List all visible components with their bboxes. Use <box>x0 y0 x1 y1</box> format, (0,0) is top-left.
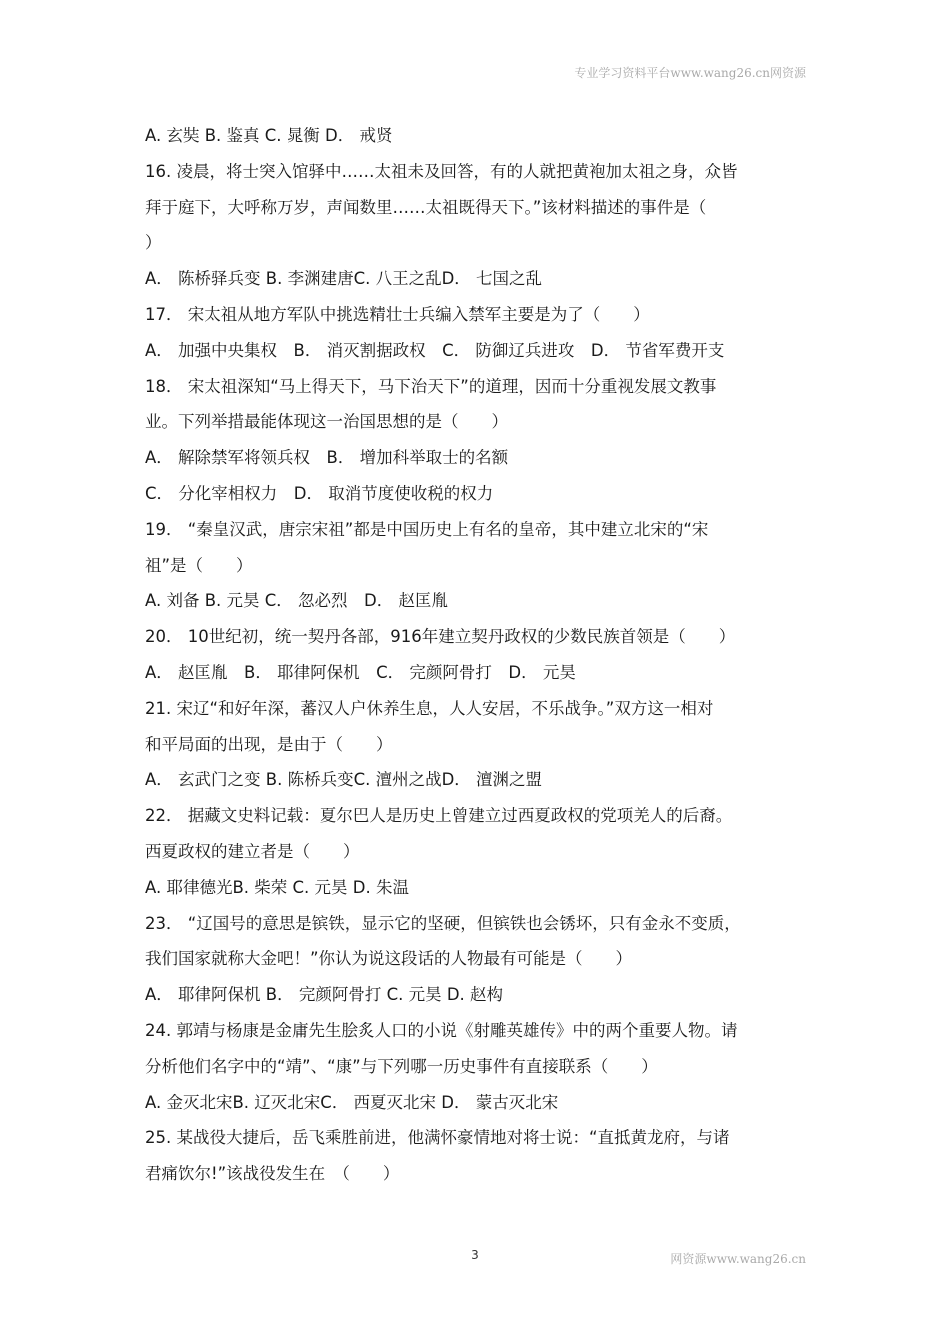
text-line: A. 玄奘 B. 鉴真 C. 晁衡 D． 戒贤 <box>145 126 393 145</box>
text-line: 25. 某战役大捷后，岳飞乘胜前进，他满怀豪情地对将士说：“直抵黄龙府，与诸 <box>145 1128 730 1148</box>
text-line: A． 玄武门之变 B. 陈桥兵变C. 澶州之战D． 澶渊之盟 <box>145 770 543 790</box>
text-line: A． 陈桥驿兵变 B. 李渊建唐C. 八王之乱D． 七国之乱 <box>145 269 543 289</box>
text-line: 分析他们名字中的“靖”、“康”与下列哪一历史事件有直接联系（ ） <box>145 1056 658 1076</box>
text-line: 20． 10世纪初，统一契丹各部，916年建立契丹政权的少数民族首领是（ ） <box>145 627 736 647</box>
text-line: A． 加强中央集权 B． 消灭割据政权 C． 防御辽兵进攻 D． 节省军费开支 <box>145 340 725 360</box>
text-line: 21. 宋辽“和好年深，蕃汉人户休养生息，人人安居，不乐战争。”双方这一相对 <box>145 698 714 718</box>
text-line: C． 分化宰相权力 D． 取消节度使收税的权力 <box>145 483 494 503</box>
footer-watermark: 网资源www.wang26.cn <box>670 1252 806 1266</box>
document-body <box>145 118 810 1192</box>
text-line: 22． 据藏文史料记载：夏尔巴人是历史上曾建立过西夏政权的党项羌人的后裔。 <box>145 806 733 826</box>
text-line: 西夏政权的建立者是（ ） <box>145 841 360 861</box>
text-line: A. 金灭北宋B. 辽灭北宋C． 西夏灭北宋 D． 蒙古灭北宋 <box>145 1092 559 1112</box>
text-line: 24. 郭靖与杨康是金庸先生脍炙人口的小说《射雕英雄传》中的两个重要人物。请 <box>145 1020 738 1040</box>
text-line: A. 耶律德光B. 柴荣 C. 元昊 D. 朱温 <box>145 877 409 897</box>
text-line: A. 刘备 B. 元昊 C． 忽必烈 D． 赵匡胤 <box>145 591 449 611</box>
text-line: 祖”是（ ） <box>145 555 253 575</box>
text-line: A． 解除禁军将领兵权 B． 增加科举取士的名额 <box>145 448 509 468</box>
text-line: 我们国家就称大金吧！”你认为说这段话的人物最有可能是（ ） <box>145 949 633 969</box>
text-line: 和平局面的出现，是由于（ ） <box>145 734 393 754</box>
text-line: 17． 宋太祖从地方军队中挑选精壮士兵编入禁军主要是为了（ ） <box>145 304 650 324</box>
text-line: 23． “辽国号的意思是镔铁，显示它的坚硬，但镔铁也会锈坏，只有金永不变质， <box>145 913 741 933</box>
text-line: ） <box>145 233 162 253</box>
text-line: 拜于庭下，大呼称万岁，声闻数里……太祖既得天下。”该材料描述的事件是（ <box>145 197 707 217</box>
text-line: 18． 宋太祖深知“马上得天下，马下治天下”的道理，因而十分重视发展文教事 <box>145 376 717 396</box>
text-line: 君痛饮尔!”该战役发生在 （ ） <box>145 1164 400 1184</box>
text-line: 业。下列举措最能体现这一治国思想的是（ ） <box>145 412 508 432</box>
text-line: A． 赵匡胤 B． 耶律阿保机 C． 完颜阿骨打 D． 元昊 <box>145 662 576 682</box>
text-line: 16. 凌晨，将士突入馆驿中……太祖未及回答，有的人就把黄袍加太祖之身，众皆 <box>145 161 738 181</box>
text-line: A． 耶律阿保机 B． 完颜阿骨打 C. 元昊 D. 赵构 <box>145 985 504 1005</box>
header-watermark: 专业学习资料平台www.wang26.cn网资源 <box>574 66 806 80</box>
page-number: 3 <box>471 1248 479 1262</box>
text-line: 19． “秦皇汉武，唐宗宋祖”都是中国历史上有名的皇帝，其中建立北宋的“宋 <box>145 519 709 539</box>
